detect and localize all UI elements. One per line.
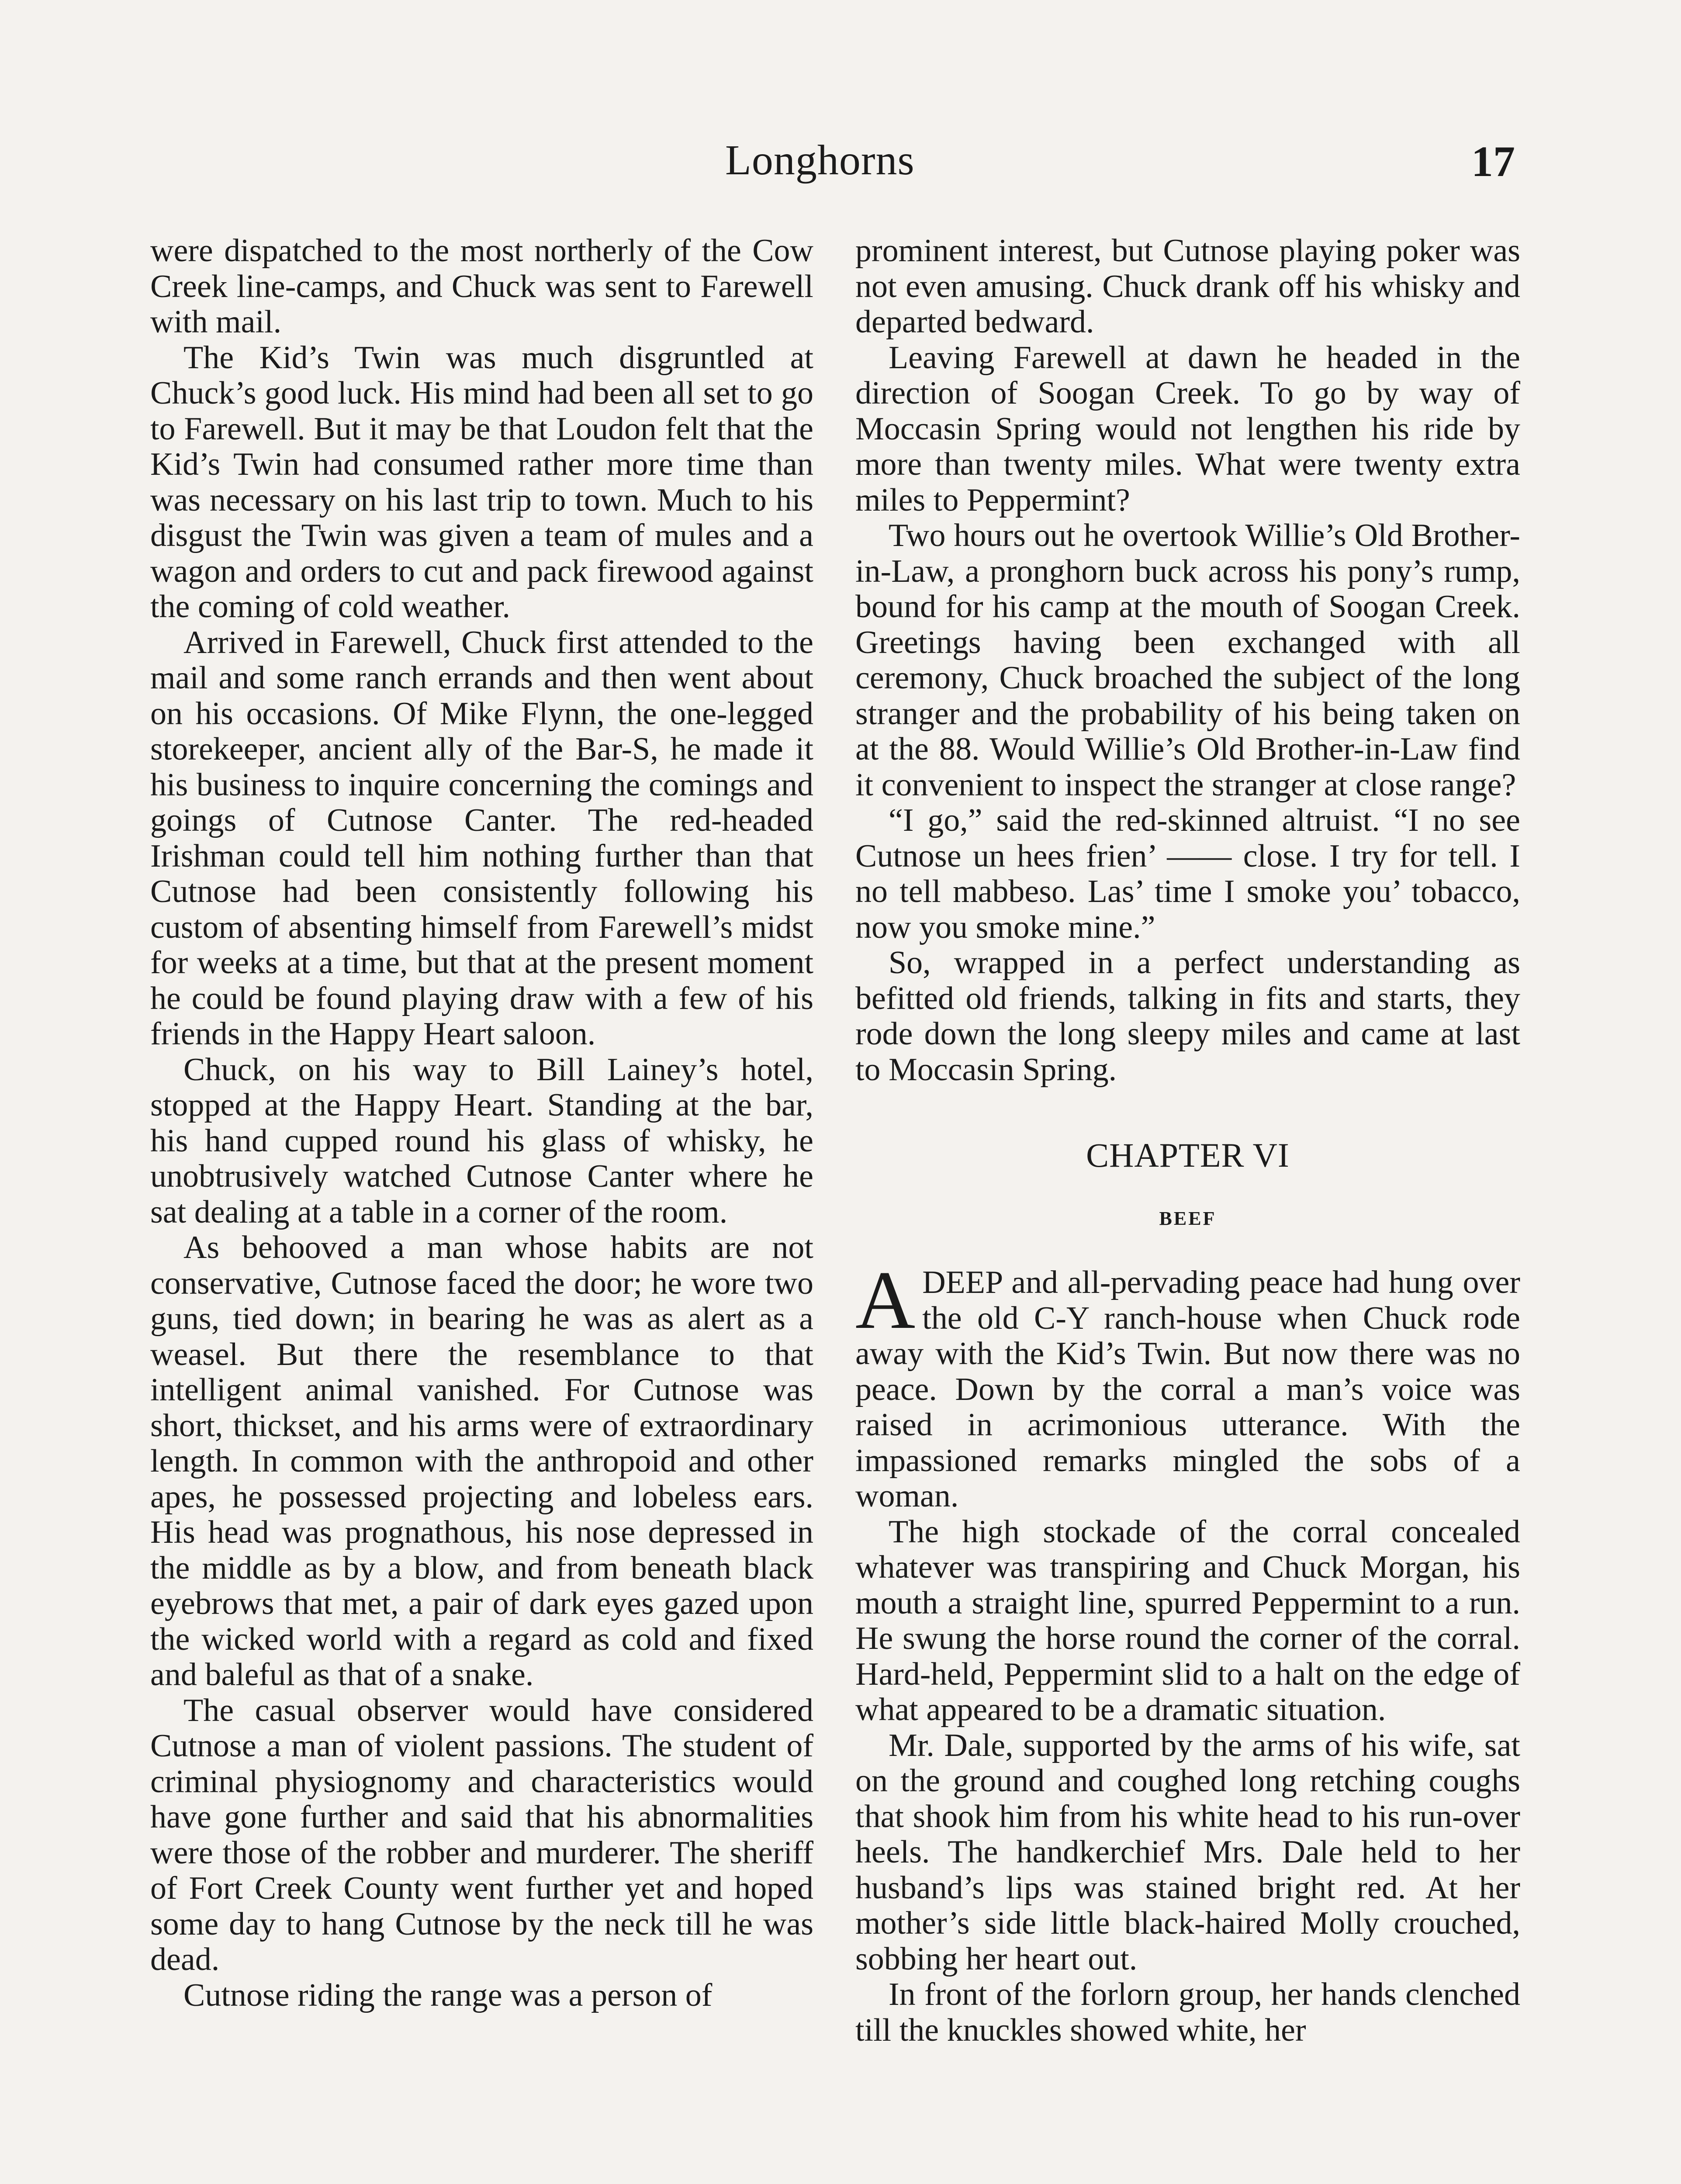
paragraph: Mr. Dale, supported by the arms of his wife, sat on the ground and coughed long retching coughs that shook him from his white head to his run-over heels. The handkerchief Mrs. Dale held to her husband’s lips was stained bright red. At her mother’s side little black-haired Molly crouched, sobbing her heart out. (855, 1727, 1520, 1977)
paragraph: Leaving Farewell at dawn he headed in the direction of Soogan Creek. To go by way of Moccasin Spring would not lengthen his ride by more than twenty miles. What were twenty extra miles to Peppermint? (855, 339, 1520, 518)
paragraph: were dispatched to the most northerly of the Cow Creek line-camps, and Chuck was sent to Farewell with mail. (150, 233, 813, 340)
paragraph: “I go,” said the red-skinned altruist. “I no see Cutnose un hees frien’ —— close. I try for tell. I no tell mabbeso. Las’ time I smoke you’ tobacco, now you smoke mine.” (855, 802, 1520, 945)
paragraph: Two hours out he overtook Willie’s Old Brother-in-Law, a pronghorn buck across his pony’s rump, bound for his camp at the mouth of Soogan Creek. Greetings having been exchanged with all ceremony, Chuck broached the subject of the long stranger and the probability of his being taken on at the 88. Would Willie’s Old Brother-in-Law find it convenient to inspect the stranger at close range? (855, 518, 1520, 803)
drop-cap: A (855, 1254, 916, 1346)
paragraph: Chuck, on his way to Bill Lainey’s hotel, stopped at the Happy Heart. Standing at the bar, his hand cupped round his glass of whisky, he unobtrusively watched Cutnose Canter where he sat dealing at a table in a corner of the room. (150, 1051, 813, 1230)
paragraph: The casual observer would have considered Cutnose a man of violent passions. The student of criminal physiognomy and characteristics would have gone further and said that his abnormalities were those of the robber and murderer. The sheriff of Fort Creek County went further yet and hoped some day to hang Cutnose by the neck till he was dead. (150, 1692, 813, 1977)
page-number: 17 (1471, 137, 1515, 186)
paragraph: The high stockade of the corral concealed whatever was transpiring and Chuck Morgan, his mouth a straight line, spurred Peppermint to a run. He swung the horse round the corner of the corral. Hard-held, Peppermint slid to a halt on the edge of what appeared to be a dramatic situation. (855, 1514, 1520, 1728)
opening-text: DEEP and all-pervading peace had hung over the old C-Y ranch-house when Chuck rode away with the Kid’s Twin. But now there was no peace. Down by the corral a man’s voice was raised in acrimonious utterance. With the impassioned remarks mingled the sobs of a woman. (855, 1265, 1520, 1514)
chapter-subtitle: BEEF (1159, 1208, 1217, 1229)
right-column (855, 233, 1520, 2048)
paragraph: prominent interest, but Cutnose playing poker was not even amusing. Chuck drank off his whisky and departed bedward. (855, 233, 1520, 340)
paragraph: Cutnose riding the range was a person of (183, 1977, 713, 2013)
chapter-heading: CHAPTER VI (1086, 1136, 1290, 1174)
paragraph: As behooved a man whose habits are not conservative, Cutnose faced the door; he wore two guns, tied down; in bearing he was as alert as a weasel. But there the resemblance to that intelligent animal vanished. For Cutnose was short, thickset, and his arms were of extraordinary length. In common with the anthropoid and other apes, he possessed projecting and lobeless ears. His head was prognathous, his nose depressed in the middle as by a blow, and from beneath black eyebrows that met, a pair of dark eyes gazed upon the wicked world with a regard as cold and fixed and baleful as that of a snake. (150, 1230, 813, 1693)
chapter-opening-paragraph (855, 1254, 1520, 1514)
paragraph: Arrived in Farewell, Chuck first attended to the mail and some ranch errands and then went about on his occasions. Of Mike Flynn, the one-legged storekeeper, ancient ally of the Bar-S, he made it his business to inquire concerning the comings and goings of Cutnose Canter. The red-headed Irishman could tell him nothing further than that Cutnose had been consistently following his custom of absenting himself from Farewell’s midst for weeks at a time, but that at the present moment he could be found playing draw with a few of his friends in the Happy Heart saloon. (150, 624, 813, 1052)
paragraph: In front of the forlorn group, her hands clenched till the knuckles showed white, her (855, 1977, 1520, 2048)
paragraph: The Kid’s Twin was much disgruntled at Chuck’s good luck. His mind had been all set to go to Farewell. But it may be that Loudon felt that the Kid’s Twin had consumed rather more time than was necessary on his last trip to town. Much to his disgust the Twin was given a team of mules and a wagon and orders to cut and pack firewood against the coming of cold weather. (150, 339, 813, 625)
running-head-title: Longhorns (725, 137, 915, 184)
left-column (150, 233, 813, 2013)
paragraph: So, wrapped in a perfect understanding as befitted old friends, talking in fits and starts, they rode down the long sleepy miles and came at last to Moccasin Spring. (855, 945, 1520, 1088)
